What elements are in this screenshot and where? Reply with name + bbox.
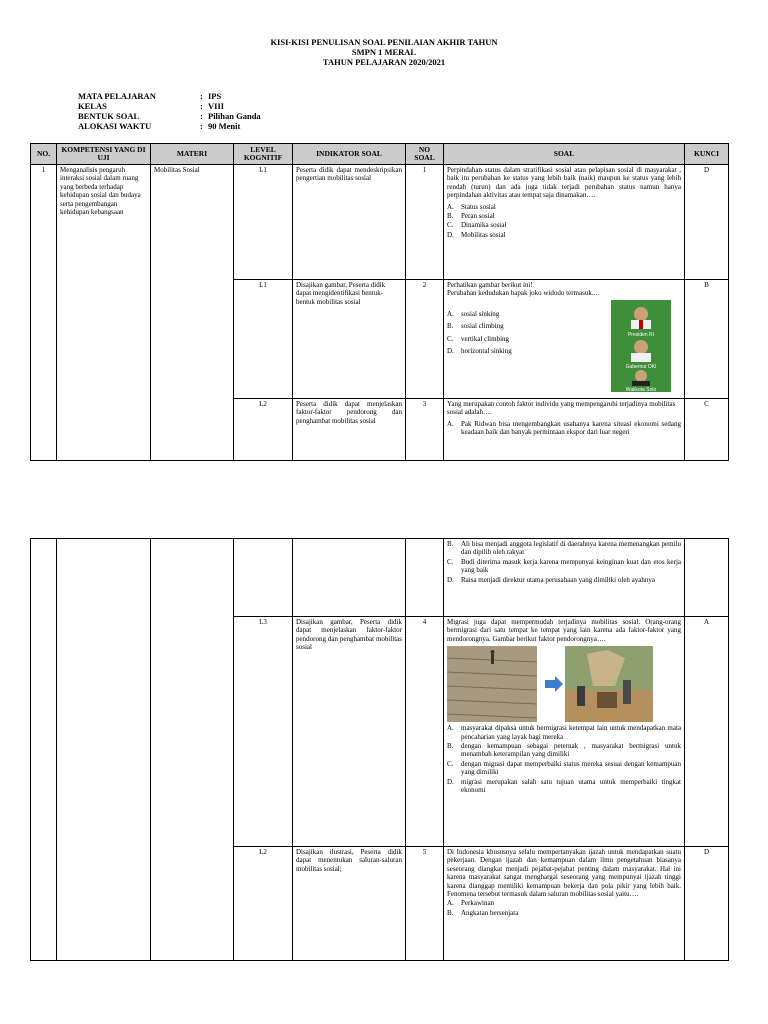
image-caption: Gubernur DKI bbox=[625, 363, 657, 370]
materi-cell: Mobilitas Sosial bbox=[151, 165, 234, 461]
meta-colon: : bbox=[200, 111, 203, 121]
option-text: vertikal climbing bbox=[461, 334, 510, 343]
option-text: Raisa menjadi direktur utama perusahaan yang dimiliki oleh ayahnya bbox=[461, 575, 655, 584]
question-number: 5 bbox=[406, 847, 444, 961]
option-letter: B. bbox=[447, 212, 454, 221]
grid-table-page2 bbox=[30, 538, 729, 961]
option-text: masyarakat dipaksa untuk bermigrasi ketempat lain untuk mendapatkan mata pencaharian yang layak bagi mereka bbox=[461, 724, 681, 741]
meta-key: KELAS bbox=[78, 101, 107, 111]
option-text: migrasi merupakan salah satu tujuan utama untuk memperbaiki tingkat ekonomi bbox=[461, 777, 681, 795]
meta-value: IPS bbox=[208, 91, 222, 101]
option-item bbox=[447, 778, 681, 795]
meta-colon: : bbox=[200, 121, 203, 131]
option-letter: A. bbox=[447, 899, 454, 908]
option-list bbox=[447, 540, 681, 584]
question-text: Perubahan kedudukan bapak joko widodo termasuk.... bbox=[447, 289, 599, 298]
option-item bbox=[447, 576, 681, 584]
grid-table-page1 bbox=[30, 143, 729, 461]
level-cell: L3 bbox=[234, 617, 293, 847]
answer-key bbox=[685, 539, 729, 617]
col-no-header: NO. bbox=[31, 144, 57, 165]
col-nosoal-header: NO SOAL bbox=[406, 144, 444, 165]
answer-key: C bbox=[685, 399, 729, 461]
option-item bbox=[447, 558, 681, 575]
question-cell bbox=[444, 539, 685, 617]
level-cell: L2 bbox=[234, 847, 293, 961]
indikator-cell: Peserta didik dapat mendeskripsikan pengertian mobilitas sosial bbox=[293, 165, 406, 280]
level-cell: L1 bbox=[234, 280, 293, 399]
option-item bbox=[447, 335, 512, 343]
table-row bbox=[31, 165, 729, 280]
question-cell bbox=[444, 165, 685, 280]
option-letter: A. bbox=[447, 724, 454, 733]
option-letter: D. bbox=[447, 347, 454, 356]
meta-value: Pilihan Ganda bbox=[208, 111, 261, 121]
col-level-header: LEVEL KOGNITIF bbox=[234, 144, 293, 165]
option-text: Budi diterima masuk kerja karena mempunyai keinginan kuat dan etos kerja yang baik bbox=[461, 557, 681, 575]
question-body bbox=[447, 300, 681, 392]
level-cell bbox=[234, 539, 293, 617]
kompetensi-cell: Menganalisis pengaruh interaksi sosial dalam ruang yang berbeda terhadap kehidupan sosial dan budaya serta pengembangan kehidupan kebangsaan bbox=[57, 165, 151, 461]
question-cell bbox=[444, 399, 685, 461]
question-text: Yang merupakan contoh faktor individu yang mempengaruhi terjadinya mobilitas sosial adalah…. bbox=[447, 400, 676, 417]
option-item bbox=[447, 420, 681, 437]
option-letter: B. bbox=[447, 908, 454, 917]
migration-image bbox=[447, 646, 653, 722]
col-kompetensi-header: KOMPETENSI YANG DI UJI bbox=[57, 144, 151, 165]
col-indikator-header: INDIKATOR SOAL bbox=[293, 144, 406, 165]
answer-key: A bbox=[685, 617, 729, 847]
option-text: Angkatan bersenjata bbox=[461, 908, 519, 917]
option-letter: C. bbox=[447, 759, 454, 768]
meta-row bbox=[78, 91, 261, 101]
indikator-cell bbox=[293, 539, 406, 617]
option-letter: B. bbox=[447, 322, 454, 331]
image-caption: Presiden RI bbox=[627, 331, 655, 338]
answer-key: D bbox=[685, 847, 729, 961]
meta-colon: : bbox=[200, 101, 203, 111]
option-item bbox=[447, 347, 512, 355]
option-list bbox=[447, 420, 681, 437]
option-letter: B. bbox=[447, 742, 454, 751]
option-letter: A. bbox=[447, 309, 454, 318]
indikator-cell: Disajikan ilustrasi, Peserta didik dapat menentukan saluran-saluran mobilitas sosial; bbox=[293, 847, 406, 961]
option-item bbox=[447, 724, 681, 741]
option-text: horizontal sinking bbox=[461, 347, 512, 356]
option-text: sosial climbing bbox=[461, 322, 504, 331]
question-text: Di Indonesia khususnya selalu mempertanyakan ijazah untuk mendapatkan suatu pekerjaan. Dengan ijazah dan kemampuan dalam ilmu pengetahuan biasanya seseorang diangkat menjadi pejabat-pejabat penting dalam masyarakat. Hal ini karena masyarakat sangat menghargai seseorang yang mempunyai ijazah tinggi karena dianggap memiliki kemampuan bekerja dan pola pikir yang lebih baik. Fenomena tersebut termasuk dalam saluran mobilitas sosial yaitu…. bbox=[447, 848, 681, 899]
meta-row bbox=[78, 101, 261, 111]
option-letter: D. bbox=[447, 777, 454, 786]
option-text: Pak Ridwan bisa mengembangkan usahanya karena situasi ekonomi sedang keadaan baik dan banyak permintaan ekspor dari luar negeri bbox=[461, 419, 681, 437]
meta-colon: : bbox=[200, 91, 203, 101]
image-caption: Walikota Solo bbox=[625, 386, 657, 392]
answer-key: B bbox=[685, 280, 729, 399]
meta-key: MATA PELAJARAN bbox=[78, 91, 156, 101]
option-text: dengan migrasi dapat memperbaiki status mereka sesuai dengan kemampuan yang dimiliki bbox=[461, 759, 681, 777]
option-text: sosial sinking bbox=[461, 309, 500, 318]
option-text: Ali bisa menjadi anggota legislatif di daerahnya karena memenangkan pemilu dan dipilih oleh rakyat bbox=[461, 540, 681, 557]
col-soal-header: SOAL bbox=[444, 144, 685, 165]
col-materi-header: MATERI bbox=[151, 144, 234, 165]
option-item bbox=[447, 203, 681, 211]
question-text: Perpindahan status dalam stratifikasi sosial atau pelapisan sosial di masyarakat , baik itu perubahan ke status yang lebih baik (naik) maupun ke status yang lebih rendah (turun) dan ada juga tidak terjadi perubahan status namun hanya perpindahan aktivitas atau tempat saja dinamakan…. bbox=[447, 166, 681, 200]
level-cell: L2 bbox=[234, 399, 293, 461]
question-number bbox=[406, 539, 444, 617]
meta-value: 90 Menit bbox=[208, 121, 241, 131]
meta-row bbox=[78, 121, 261, 131]
option-item bbox=[447, 231, 681, 239]
option-item bbox=[447, 221, 681, 229]
table-row bbox=[31, 539, 729, 617]
row-number: 1 bbox=[31, 165, 57, 461]
question-cell bbox=[444, 847, 685, 961]
meta-value: VIII bbox=[208, 101, 225, 111]
school-name: SMPN 1 MERAL bbox=[351, 47, 417, 57]
indikator-cell: Disajikan gambar, Peserta didik dapat mengidentifikasi bentuk-bentuk mobilitas sosial bbox=[293, 280, 406, 399]
indikator-cell: Disajikan gambar, Peserta didik dapat menjelaskan faktor-faktor pendorong dan penghambat mobilitas sosial bbox=[293, 617, 406, 847]
option-letter: A. bbox=[447, 202, 454, 211]
question-number: 3 bbox=[406, 399, 444, 461]
option-letter: C. bbox=[447, 557, 454, 566]
option-item bbox=[447, 212, 681, 220]
option-item bbox=[447, 909, 681, 917]
question-number: 2 bbox=[406, 280, 444, 399]
question-text: Perhatikan gambar berikut ini! bbox=[447, 281, 533, 289]
option-letter: C. bbox=[447, 334, 454, 343]
meta-key: ALOKASI WAKTU bbox=[78, 121, 152, 131]
option-letter: B. bbox=[447, 540, 454, 548]
col-kunci-header: KUNCI bbox=[685, 144, 729, 165]
meta-row bbox=[78, 111, 261, 121]
option-list bbox=[447, 203, 681, 240]
academic-year: TAHUN PELAJARAN 2020/2021 bbox=[322, 57, 446, 67]
option-item bbox=[447, 310, 512, 318]
answer-key: D bbox=[685, 165, 729, 280]
option-text: Status sosial bbox=[461, 202, 496, 211]
option-list bbox=[447, 899, 681, 917]
question-cell bbox=[444, 280, 685, 399]
option-text: dengan kemampuan sebagai peternak , masyarakat bermigrasi untuk menambah keterampilan yang dimiliki bbox=[461, 742, 681, 759]
question-text: Migrasi juga dapat mempermudah terjadinya mobilitas sosial. Orang-orang bermigrasi dari satu tempat ke tempat yang lain karena ada faktor-faktor yang mendorongnya. Gambar berikut faktor pendorongnya…. bbox=[447, 618, 681, 643]
option-list bbox=[447, 310, 512, 392]
option-list bbox=[447, 724, 681, 794]
option-item bbox=[447, 742, 681, 759]
option-text: Peran sosial bbox=[461, 212, 495, 221]
option-item bbox=[447, 760, 681, 777]
option-letter: D. bbox=[447, 230, 454, 239]
option-item bbox=[447, 540, 681, 557]
doc-title: KISI-KISI PENULISAN SOAL PENILAIAN AKHIR TAHUN bbox=[270, 37, 498, 47]
jokowi-career-image bbox=[611, 300, 671, 392]
level-cell: L1 bbox=[234, 165, 293, 280]
question-cell bbox=[444, 617, 685, 847]
header-row bbox=[31, 144, 729, 165]
materi-cell bbox=[151, 539, 234, 961]
option-text: Mobilitas sosial bbox=[461, 230, 506, 239]
meta-key: BENTUK SOAL bbox=[78, 111, 140, 121]
question-number: 1 bbox=[406, 165, 444, 280]
option-letter: A. bbox=[447, 419, 454, 428]
option-item bbox=[447, 322, 512, 330]
option-letter: D. bbox=[447, 575, 454, 584]
meta-block bbox=[78, 91, 261, 131]
option-letter: C. bbox=[447, 221, 454, 230]
row-number bbox=[31, 539, 57, 961]
option-item bbox=[447, 899, 681, 907]
option-text: Perkawinan bbox=[461, 899, 495, 908]
question-number: 4 bbox=[406, 617, 444, 847]
indikator-cell: Peserta didik dapat menjelaskan faktor-faktor pendorong dan penghambat mobilitas sosial bbox=[293, 399, 406, 461]
option-text: Dinamika sosial bbox=[461, 221, 507, 230]
kompetensi-cell bbox=[57, 539, 151, 961]
